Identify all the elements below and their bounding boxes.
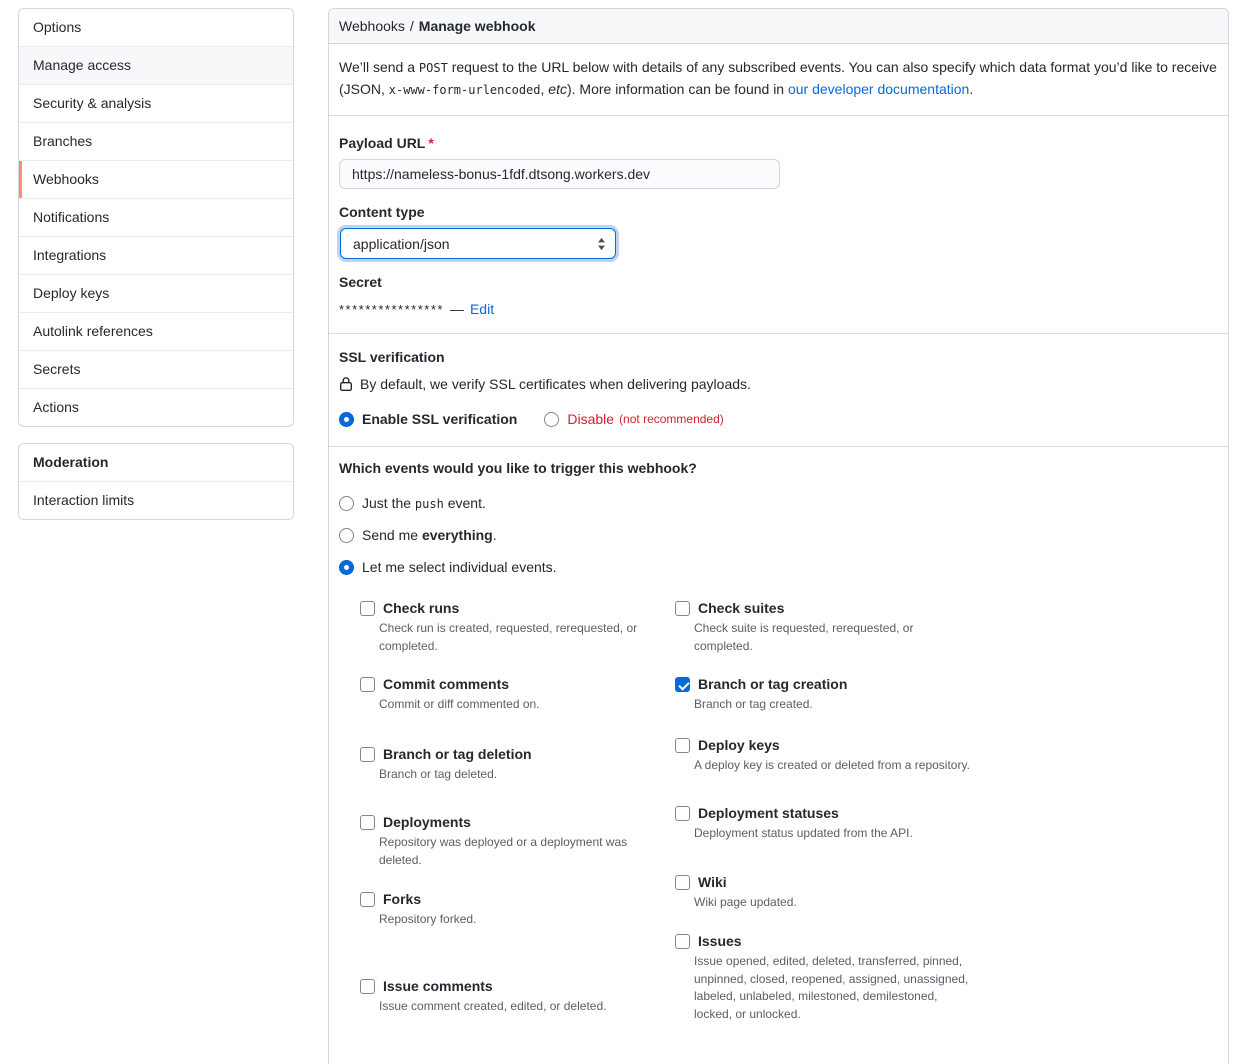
- content-type-selected-value: application/json: [353, 235, 450, 252]
- event-description: Branch or tag created.: [694, 697, 813, 711]
- radio-enable-ssl[interactable]: Enable SSL verification: [339, 411, 517, 427]
- sidebar-item[interactable]: [19, 274, 293, 312]
- settings-sidebar: [18, 8, 294, 1064]
- sidebar-item[interactable]: [19, 122, 293, 160]
- moderation-header: Moderation: [33, 454, 109, 470]
- sidebar-item-label: Actions: [33, 399, 79, 415]
- sidebar-item[interactable]: [19, 46, 293, 84]
- event-description: Branch or tag deleted.: [379, 766, 498, 781]
- event-option: [360, 813, 660, 869]
- radio-circle[interactable]: [339, 412, 354, 427]
- ssl-verification-section: [329, 334, 1228, 447]
- event-description: Deployment status updated from the API.: [694, 826, 913, 840]
- sidebar-item[interactable]: [19, 198, 293, 236]
- content-type-label: Content type: [339, 204, 425, 220]
- event-checkbox[interactable]: [360, 677, 375, 692]
- event-trigger-radios: [339, 495, 1218, 575]
- event-description: Repository forked.: [379, 912, 477, 926]
- sidebar-item[interactable]: [19, 84, 293, 122]
- radio-disable-ssl[interactable]: Disable (not recommended): [544, 411, 723, 427]
- event-description: Issue opened, edited, deleted, transferred, pinned, unpinned, closed, reopened, assigned, unassigned, labeled, unlabeled, milestoned, demilestoned, locked, or unlocked.: [694, 954, 969, 1021]
- content-type-select[interactable]: [340, 228, 616, 259]
- event-checkbox[interactable]: [360, 747, 375, 762]
- sidebar-item-label: Options: [33, 19, 82, 35]
- radio-circle[interactable]: [339, 496, 354, 511]
- breadcrumb-current-page: Manage webhook: [418, 18, 536, 34]
- event-checkbox[interactable]: [675, 601, 690, 616]
- event-checkbox[interactable]: [675, 677, 690, 692]
- event-option: [675, 804, 975, 843]
- event-checkbox[interactable]: [360, 815, 375, 830]
- intro-code-post: POST: [418, 61, 448, 75]
- event-title: Check suites: [698, 600, 785, 616]
- events-section: [329, 447, 1228, 1047]
- secret-label: Secret: [339, 274, 382, 290]
- event-checkbox[interactable]: [360, 601, 375, 616]
- sidebar-item-label: Notifications: [33, 209, 110, 225]
- event-option: [360, 599, 660, 655]
- sidebar-item-label: Interaction limits: [33, 492, 135, 508]
- sidebar-item[interactable]: [19, 9, 293, 46]
- event-column-left: [360, 599, 660, 1023]
- radio-individual-events[interactable]: Let me select individual events.: [339, 559, 1218, 575]
- intro-text: .: [969, 81, 974, 97]
- radio-just-push[interactable]: Just the push event.: [339, 495, 1218, 511]
- ssl-heading: SSL verification: [339, 349, 445, 365]
- ssl-note-text: By default, we verify SSL certificates when delivering payloads.: [360, 376, 751, 392]
- intro-code-urlencoded: x-www-form-urlencoded: [388, 83, 541, 97]
- event-title: Check runs: [383, 600, 460, 616]
- webhook-form-section: [329, 116, 1228, 334]
- radio-circle[interactable]: [339, 528, 354, 543]
- settings-nav: [18, 8, 294, 427]
- ssl-note: [339, 376, 1218, 392]
- event-title: Branch or tag deletion: [383, 745, 532, 762]
- event-title: Issue comments: [383, 977, 493, 994]
- event-option: [360, 675, 660, 714]
- event-checkbox[interactable]: [360, 979, 375, 994]
- event-title: Deployment statuses: [698, 805, 839, 821]
- up-down-arrows-icon: [597, 237, 606, 251]
- event-option: [675, 736, 975, 775]
- event-description: Check suite is requested, rerequested, or completed.: [694, 621, 914, 653]
- sidebar-item-label: Secrets: [33, 361, 81, 377]
- ssl-radio-row: [339, 411, 1218, 427]
- breadcrumb-webhooks-link[interactable]: Webhooks: [339, 18, 405, 34]
- event-checkbox[interactable]: [675, 806, 690, 821]
- secret-edit-link[interactable]: Edit: [469, 301, 495, 317]
- sidebar-item-label: Security & analysis: [33, 95, 152, 111]
- intro-text: ,: [540, 81, 549, 97]
- event-checkbox[interactable]: [675, 875, 690, 890]
- event-title: Branch or tag creation: [698, 676, 848, 692]
- event-checkbox[interactable]: [675, 738, 690, 753]
- sidebar-item-label: Integrations: [33, 247, 107, 263]
- sidebar-item[interactable]: [19, 388, 293, 426]
- event-description: Issue comment created, edited, or deleted.: [379, 998, 607, 1013]
- radio-circle[interactable]: [544, 412, 559, 427]
- radio-send-everything[interactable]: Send me everything.: [339, 527, 1218, 543]
- event-checkbox[interactable]: [675, 934, 690, 949]
- required-asterisk: *: [428, 135, 434, 151]
- event-option: [360, 977, 660, 1016]
- event-option: [360, 890, 660, 929]
- event-description: Commit or diff commented on.: [379, 697, 540, 711]
- sidebar-item[interactable]: [19, 160, 293, 198]
- breadcrumb-separator: /: [409, 18, 414, 34]
- secret-masked-value: ****************: [339, 301, 444, 317]
- payload-url-input[interactable]: [339, 159, 780, 189]
- radio-circle[interactable]: [339, 560, 354, 575]
- event-title: Issues: [698, 933, 742, 949]
- secret-row: [339, 301, 1218, 317]
- intro-text: ). More information can be found in: [566, 81, 788, 97]
- sidebar-item-label: Deploy keys: [33, 285, 110, 301]
- event-checkbox[interactable]: [360, 892, 375, 907]
- event-checkbox-grid: [339, 599, 1218, 1023]
- webhook-intro-text: [329, 44, 1228, 116]
- event-description: Check run is created, requested, rerequested, or completed.: [379, 621, 638, 653]
- secret-separator: —: [449, 301, 464, 317]
- developer-documentation-link[interactable]: our developer documentation: [787, 81, 970, 97]
- sidebar-item[interactable]: [19, 350, 293, 388]
- event-description: Repository was deployed or a deployment was deleted.: [379, 835, 628, 867]
- lock-icon: [339, 376, 353, 392]
- event-option: [675, 675, 975, 714]
- manage-webhook-panel: [328, 8, 1229, 1064]
- event-column-right: [675, 599, 975, 1023]
- intro-text: We’ll send a: [339, 59, 419, 75]
- sidebar-item-label: Webhooks: [33, 171, 99, 187]
- payload-url-label: Payload URL *: [339, 135, 434, 151]
- event-description: A deploy key is created or deleted from a repository.: [694, 757, 970, 772]
- sidebar-item-label: Branches: [33, 133, 93, 149]
- sidebar-item-label: Manage access: [33, 57, 132, 73]
- sidebar-item-label: Autolink references: [33, 323, 153, 339]
- intro-text: request to the URL below with details of any subscribed events. You can also specify which data format you’d like to receive (JSON,: [339, 59, 1217, 97]
- event-title: Deployments: [383, 814, 471, 830]
- event-option: [675, 873, 975, 912]
- events-question: Which events would you like to trigger this webhook?: [339, 460, 697, 476]
- intro-etc: etc: [548, 81, 567, 97]
- event-option: [675, 599, 975, 655]
- event-option: [675, 932, 975, 1023]
- sidebar-item[interactable]: [19, 481, 293, 519]
- sidebar-item[interactable]: [19, 312, 293, 350]
- moderation-nav: [18, 443, 294, 520]
- event-title: Wiki: [698, 873, 727, 890]
- event-option: [360, 745, 660, 784]
- event-title: Deploy keys: [698, 736, 780, 753]
- event-title: Commit comments: [383, 676, 510, 692]
- breadcrumb: [329, 9, 1228, 44]
- sidebar-item[interactable]: [19, 236, 293, 274]
- event-title: Forks: [383, 891, 422, 907]
- event-description: Wiki page updated.: [694, 894, 797, 909]
